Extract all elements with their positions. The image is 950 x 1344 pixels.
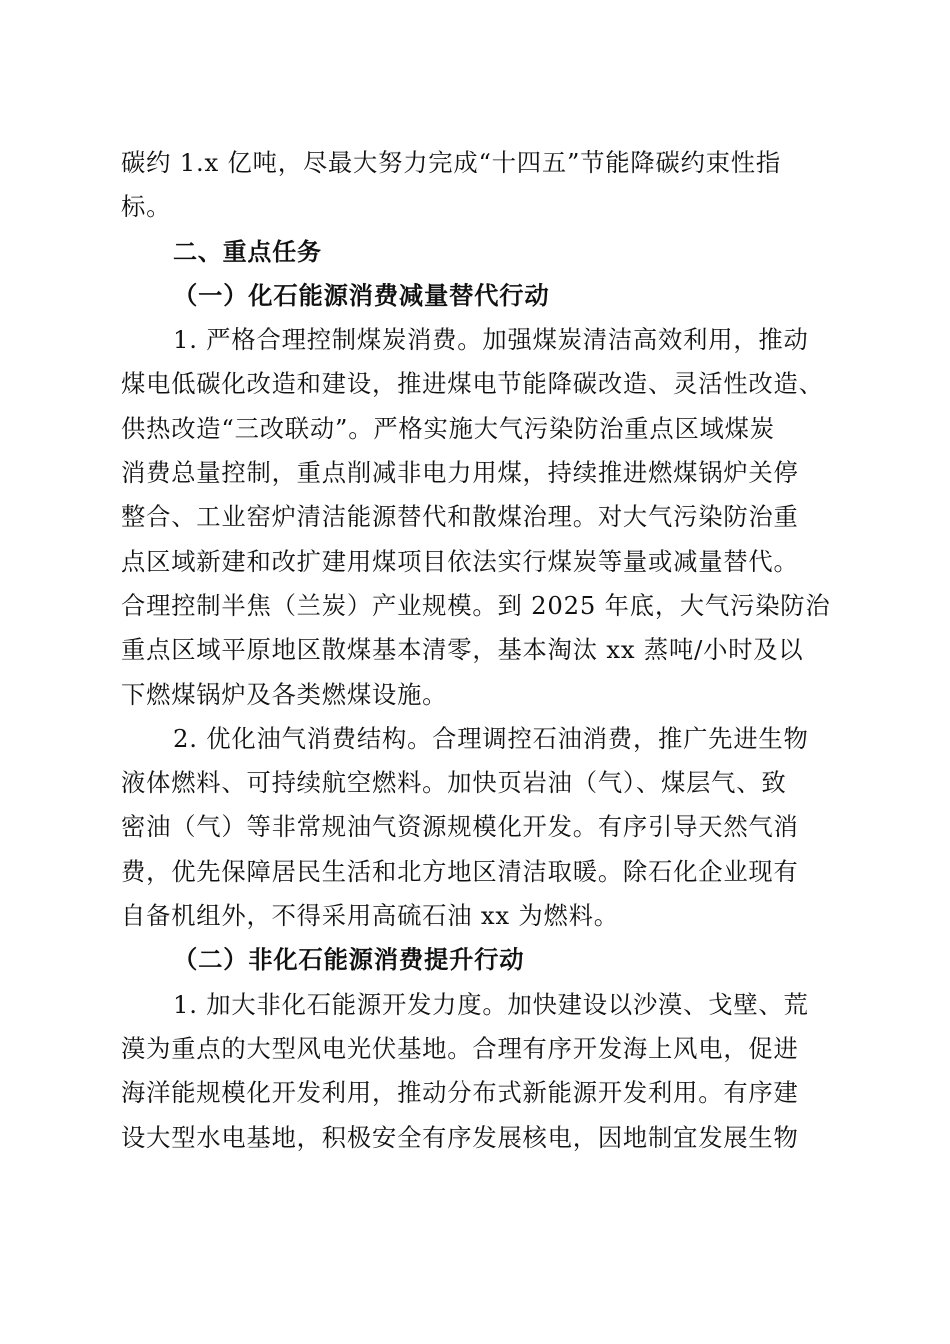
paragraph-1-line-8: 重点区域平原地区散煤基本清零，基本淘汰 xx 蒸吨/小时及以 — [121, 635, 804, 665]
paragraph-3-line-3: 海洋能规模化开发利用，推动分布式新能源开发利用。有序建 — [121, 1078, 799, 1108]
paragraph-1-line-2: 煤电低碳化改造和建设，推进煤电节能降碳改造、灵活性改造、 — [121, 369, 824, 399]
paragraph-3-line-1: 1. 加大非化石能源开发力度。加快建设以沙漠、戈壁、荒 — [173, 989, 809, 1019]
paragraph-1-line-9: 下燃煤锅炉及各类燃煤设施。 — [121, 679, 448, 709]
paragraph-1-line-5: 整合、工业窑炉清洁能源替代和散煤治理。对大气污染防治重 — [121, 502, 799, 532]
paragraph-3-line-4: 设大型水电基地，积极安全有序发展核电，因地制宜发展生物 — [121, 1122, 799, 1152]
paragraph-2-line-5: 自备机组外，不得采用高硫石油 xx 为燃料。 — [121, 901, 619, 931]
document-body — [121, 141, 835, 1160]
paragraph-1-line-4: 消费总量控制，重点削减非电力用煤，持续推进燃煤锅炉关停 — [121, 458, 799, 488]
paragraph-1-line-7: 合理控制半焦（兰炭）产业规模。到 2025 年底，大气污染防治 — [121, 590, 831, 620]
subsection-heading-2: （二）非化石能源消费提升行动 — [173, 945, 525, 975]
text-line-2: 标。 — [121, 192, 172, 222]
paragraph-2-line-1: 2. 优化油气消费结构。合理调控石油消费，推广先进生物 — [173, 723, 809, 753]
paragraph-2-line-2: 液体燃料、可持续航空燃料。加快页岩油（气）、煤层气、致 — [121, 768, 787, 798]
paragraph-1-line-6: 点区域新建和改扩建用煤项目依法实行煤炭等量或减量替代。 — [121, 546, 799, 576]
paragraph-2-line-3: 密油（气）等非常规油气资源规模化开发。有序引导天然气消 — [121, 812, 799, 842]
paragraph-2-line-4: 费，优先保障居民生活和北方地区清洁取暖。除石化企业现有 — [121, 856, 799, 886]
paragraph-1-line-3: 供热改造“三改联动”。严格实施大气污染防治重点区域煤炭 — [121, 413, 775, 443]
paragraph-3-line-2: 漠为重点的大型风电光伏基地。合理有序开发海上风电，促进 — [121, 1033, 799, 1063]
paragraph-1-line-1: 1. 严格合理控制煤炭消费。加强煤炭清洁高效利用，推动 — [173, 325, 809, 355]
text-line-1: 碳约 1.x 亿吨，尽最大努力完成“十四五”节能降碳约束性指 — [121, 148, 781, 177]
section-heading: 二、重点任务 — [173, 237, 322, 266]
subsection-heading-1: （一）化石能源消费减量替代行动 — [173, 280, 550, 310]
